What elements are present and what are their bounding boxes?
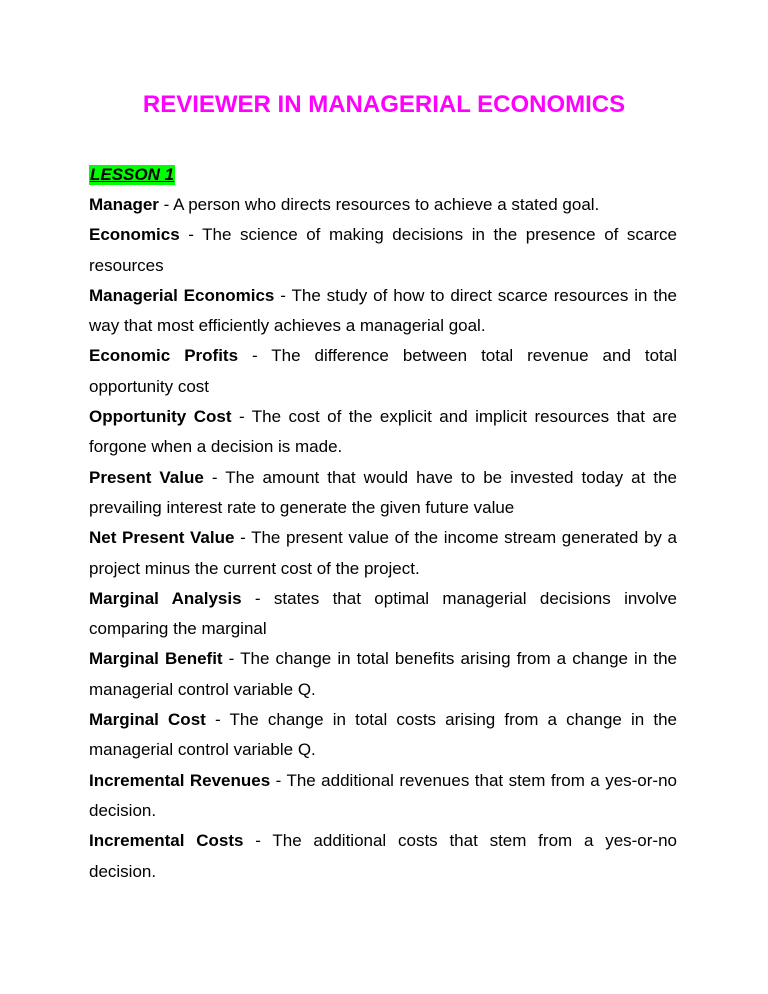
definition-text: The additional costs that stem from a yes-or-no decision. [89,831,677,881]
definition-marginal-analysis [89,584,677,645]
definition-separator: - [274,285,292,305]
definition-economic-profits [89,341,677,402]
definition-incremental-costs [89,826,677,887]
definition-term: Net Present Value [89,528,235,548]
definition-separator: - [179,225,203,245]
definition-separator: - [205,710,230,730]
definition-term: Incremental Revenues [89,770,271,790]
definition-text: The amount that would have to be invested today at the prevailing interest rate to generate the given future value [89,467,677,517]
definition-separator: - [234,528,252,548]
definition-text: The science of making decisions in the presence of scarce resources [89,225,677,275]
definition-text: The change in total benefits arising from a change in the managerial control variable Q. [89,649,677,699]
definition-manager [89,190,677,220]
definition-text: The difference between total revenue and total opportunity cost [89,346,677,396]
definition-economics [89,220,677,281]
definition-net-present-value [89,523,677,584]
definition-text: states that optimal managerial decisions involve comparing the marginal [89,588,677,639]
definition-term: Opportunity Cost [89,407,232,427]
definition-managerial-economics [89,281,677,342]
definition-marginal-cost [89,705,677,766]
definition-term: Economics [89,225,180,245]
definition-term: Managerial Economics [89,285,275,305]
definition-separator: - [222,649,241,669]
definition-separator: - [238,346,272,366]
definition-incremental-revenues [89,766,677,827]
definition-present-value [89,463,677,524]
definition-text: The additional revenues that stem from a yes-or-no decision. [89,770,677,820]
definition-term: Manager [89,195,159,214]
definition-term: Economic Profits [89,346,239,366]
document-title: REVIEWER IN MANAGERIAL ECONOMICS [142,91,626,118]
definition-text: The study of how to direct scarce resources in the way that most efficiently achieves a managerial goal. [89,285,677,336]
definition-separator: - [270,770,287,790]
definition-text: A person who directs resources to achieve a stated goal. [173,195,600,214]
definition-separator: - [203,467,226,487]
definition-opportunity-cost [89,402,677,463]
definition-separator: - [231,407,252,427]
definition-separator: - [241,588,274,608]
lesson-heading: LESSON 1 [90,165,175,184]
definition-marginal-benefit [89,644,677,705]
definition-term: Incremental Costs [89,831,244,851]
definition-term: Present Value [89,467,204,487]
lesson-heading-line [89,160,677,190]
definition-text: The change in total costs arising from a change in the managerial control variable Q. [89,710,677,760]
definition-term: Marginal Analysis [89,588,242,608]
definition-separator: - [243,831,273,851]
document-body [89,160,677,887]
definition-text: The present value of the income stream generated by a project minus the current cost of the project. [89,528,678,578]
definition-term: Marginal Cost [89,710,206,730]
definition-term: Marginal Benefit [89,649,223,669]
definition-separator: - [158,195,174,214]
definition-text: The cost of the explicit and implicit resources that are forgone when a decision is made. [89,407,677,457]
